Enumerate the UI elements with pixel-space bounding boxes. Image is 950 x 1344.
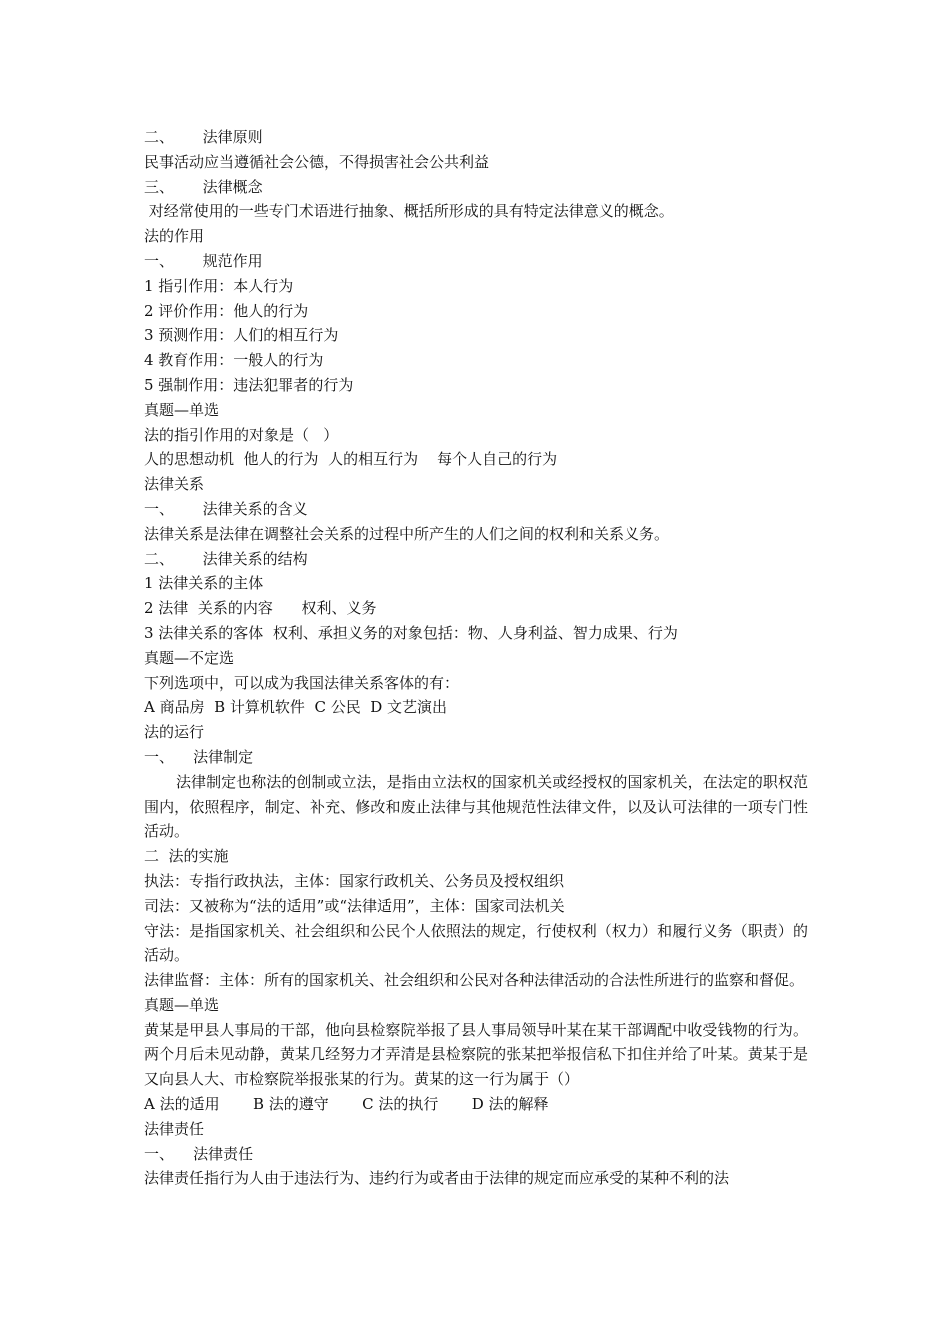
subheading: 一、 法律制定 bbox=[144, 747, 254, 766]
list-item: 3 预测作用：人们的相互行为 bbox=[144, 326, 339, 345]
list-item: 2 评价作用：他人的行为 bbox=[144, 301, 309, 320]
paragraph-judicature: 司法：又被称为“法的适用”或“法律适用”，主体：国家司法机关 bbox=[144, 896, 565, 915]
section-heading-liability: 法律责任 bbox=[144, 1119, 205, 1138]
list-item: 5 强制作用：违法犯罪者的行为 bbox=[144, 375, 354, 394]
list-item: 2 法律 关系的内容 权利、义务 bbox=[144, 599, 377, 618]
document-body bbox=[144, 125, 808, 1191]
section-heading-function: 法的作用 bbox=[144, 227, 205, 246]
subheading: 二 法的实施 bbox=[144, 847, 229, 866]
paragraph-liability: 法律责任指行为人由于违法行为、违约行为或者由于法律的规定而应承受的某种不利的法 bbox=[144, 1169, 730, 1188]
question-text: 法的指引作用的对象是（ ） bbox=[144, 425, 339, 444]
list-item: 1 指引作用：本人行为 bbox=[144, 276, 294, 295]
question-text: 下列选项中，可以成为我国法律关系客体的有： bbox=[144, 673, 460, 692]
paragraph-lawmaking: 法律制定也称法的创制或立法，是指由立法权的国家机关或经授权的国家机关，在法定的职权范围内，依照程序，制定、补充、修改和废止法律与其他规范性法律文件，以及认可法律的一项专门性活动。 bbox=[144, 772, 808, 841]
paragraph-supervision: 法律监督：主体：所有的国家机关、社会组织和公民对各种法律活动的合法性所进行的监察和督促。 bbox=[144, 971, 805, 990]
question-type-label: 真题—单选 bbox=[144, 400, 220, 419]
heading-legal-concept: 三、 法律概念 bbox=[144, 177, 263, 196]
text-line: 民事活动应当遵循社会公德，不得损害社会公共利益 bbox=[144, 152, 490, 171]
list-item: 4 教育作用：一般人的行为 bbox=[144, 351, 324, 370]
section-heading-operation: 法的运行 bbox=[144, 723, 205, 742]
question-options: A 商品房 B 计算机软件 C 公民 D 文艺演出 bbox=[144, 698, 448, 717]
subheading: 一、 法律责任 bbox=[144, 1144, 254, 1163]
subheading: 二、 法律关系的结构 bbox=[144, 549, 308, 568]
question-options: 人的思想动机 他人的行为 人的相互行为 每个人自己的行为 bbox=[144, 450, 558, 469]
question-options: A 法的适用 B 法的遵守 C 法的执行 D 法的解释 bbox=[144, 1095, 549, 1114]
list-item: 1 法律关系的主体 bbox=[144, 574, 264, 593]
text-line: 法律关系是法律在调整社会关系的过程中所产生的人们之间的权利和关系义务。 bbox=[144, 524, 670, 543]
paragraph-law-enforcement: 执法：专指行政执法，主体：国家行政机关、公务员及授权组织 bbox=[144, 871, 565, 890]
subheading: 一、 法律关系的含义 bbox=[144, 499, 308, 518]
section-heading-legal-relation: 法律关系 bbox=[144, 475, 205, 494]
question-text: 黄某是甲县人事局的干部，他向县检察院举报了县人事局领导叶某在某干部调配中收受钱物的行为。两个月后未见动静，黄某几经努力才弄清是县检察院的张某把举报信私下扣住并给了叶某。黄某于是又向县人大、市检察院举报张某的行为。黄某的这一行为属于（） bbox=[144, 1020, 808, 1089]
list-item: 3 法律关系的客体 权利、承担义务的对象包括：物、人身利益、智力成果、行为 bbox=[144, 623, 678, 642]
heading-legal-principle: 二、 法律原则 bbox=[144, 128, 263, 146]
text-line: 对经常使用的一些专门术语进行抽象、概括所形成的具有特定法律意义的概念。 bbox=[144, 202, 674, 221]
paragraph-observance: 守法：是指国家机关、社会组织和公民个人依照法的规定，行使权利（权力）和履行义务（职责）的活动。 bbox=[144, 921, 808, 965]
question-type-label: 真题—不定选 bbox=[144, 648, 235, 667]
heading-normative-function: 一、 规范作用 bbox=[144, 251, 263, 270]
question-type-label: 真题—单选 bbox=[144, 995, 220, 1014]
